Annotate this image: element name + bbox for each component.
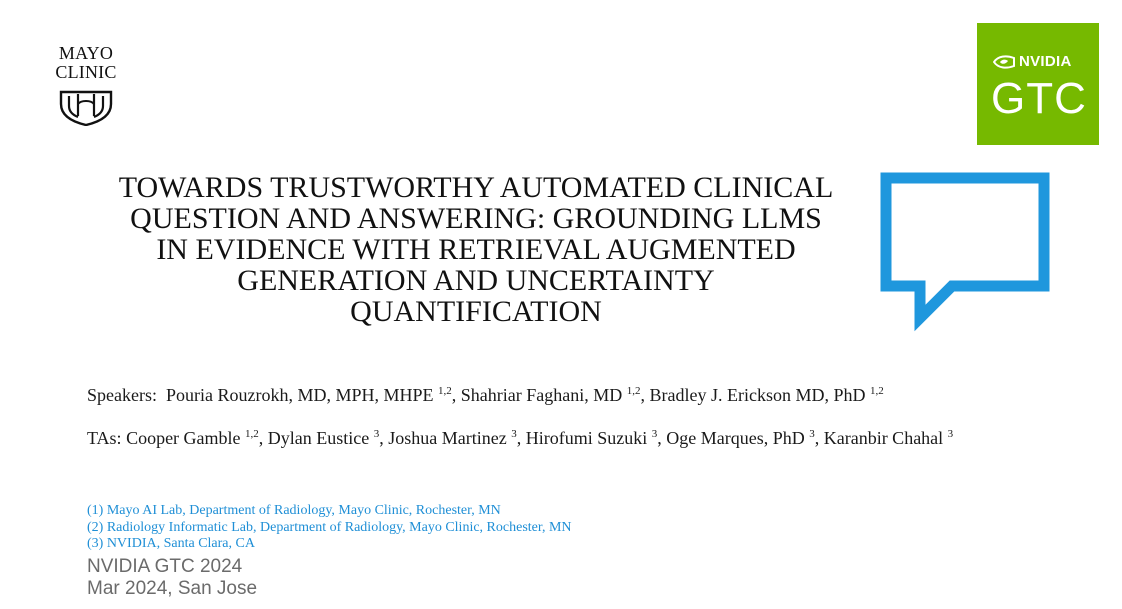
affiliation-sup: 1,2: [245, 428, 259, 440]
affiliation-sup: 3: [373, 428, 380, 440]
nvidia-eye-icon: [993, 55, 1015, 69]
title-line: IN EVIDENCE WITH RETRIEVAL AUGMENTED: [156, 233, 796, 266]
nvidia-gtc-logo: [977, 23, 1099, 145]
event-date-location: Mar 2024, San Jose: [87, 578, 258, 599]
affiliation-sup: 1,2: [869, 385, 884, 397]
speaker-name: Pouria Rouzrokh, MD, MPH, MHPE: [165, 385, 434, 405]
title-line: QUESTION AND ANSWERING: GROUNDING LLMS: [130, 202, 822, 235]
event-info: [87, 556, 257, 600]
title-line: QUANTIFICATION: [350, 295, 602, 328]
speaker-name: Bradley J. Erickson MD, PhD: [649, 385, 866, 405]
tas-label: TAs:: [87, 428, 122, 448]
speaker-name: Shahriar Faghani, MD: [460, 385, 623, 405]
affiliation-sup: 1,2: [626, 385, 641, 397]
mayo-wordmark-line1: MAYO: [58, 43, 114, 63]
ta-name: Dylan Eustice: [267, 428, 370, 448]
affiliation-item: (1) Mayo AI Lab, Department of Radiology, Mayo Clinic, Rochester, MN: [87, 503, 501, 518]
ta-name: Joshua Martinez: [388, 428, 507, 448]
affiliation-sup: 3: [511, 428, 517, 440]
ta-name: Karanbir Chahal: [823, 428, 944, 448]
tas-line: TAs: Cooper Gamble $^{1,2}$, Dylan Eustice $^3$, Joshua Martinez $^3$, Hirofumi Suzuki $^3$, Oge Marques, PhD $^3$, Karanbir Chahal $^3$: [87, 428, 954, 448]
affiliation-item: (3) NVIDIA, Santa Clara, CA: [87, 536, 255, 551]
affiliations-list: [87, 503, 572, 553]
ta-name: Cooper Gamble: [126, 428, 241, 448]
mayo-clinic-logo: [44, 44, 128, 126]
affiliation-sup: 3: [947, 428, 954, 440]
title-line: GENERATION AND UNCERTAINTY: [237, 264, 715, 297]
mayo-wordmark-line2: CLINIC: [55, 62, 117, 82]
ta-name: Oge Marques, PhD: [666, 428, 805, 448]
speakers-label: Speakers:: [87, 385, 157, 405]
mayo-shields-icon: [59, 86, 113, 126]
ta-name: Hirofumi Suzuki: [525, 428, 648, 448]
nvidia-wordmark: NVIDIA: [1019, 53, 1072, 70]
page-title: [80, 172, 872, 327]
affiliation-item: (2) Radiology Informatic Lab, Department of Radiology, Mayo Clinic, Rochester, MN: [87, 519, 572, 535]
title-line: TOWARDS TRUSTWORTHY AUTOMATED CLINICAL: [118, 171, 834, 204]
event-name: NVIDIA GTC 2024: [87, 556, 243, 577]
affiliation-sup: 3: [809, 428, 815, 440]
speech-bubble-icon: [880, 172, 1050, 342]
speakers-line: Speakers: Pouria Rouzrokh, MD, MPH, MHPE $^{1,2}$, Shahriar Faghani, MD $^{1,2}$, Bradley J. Erickson MD, PhD $^{1,2}$: [87, 385, 884, 405]
gtc-wordmark: GTC: [991, 74, 1087, 123]
affiliation-sup: 1,2: [438, 385, 452, 397]
affiliation-sup: 3: [651, 428, 658, 440]
